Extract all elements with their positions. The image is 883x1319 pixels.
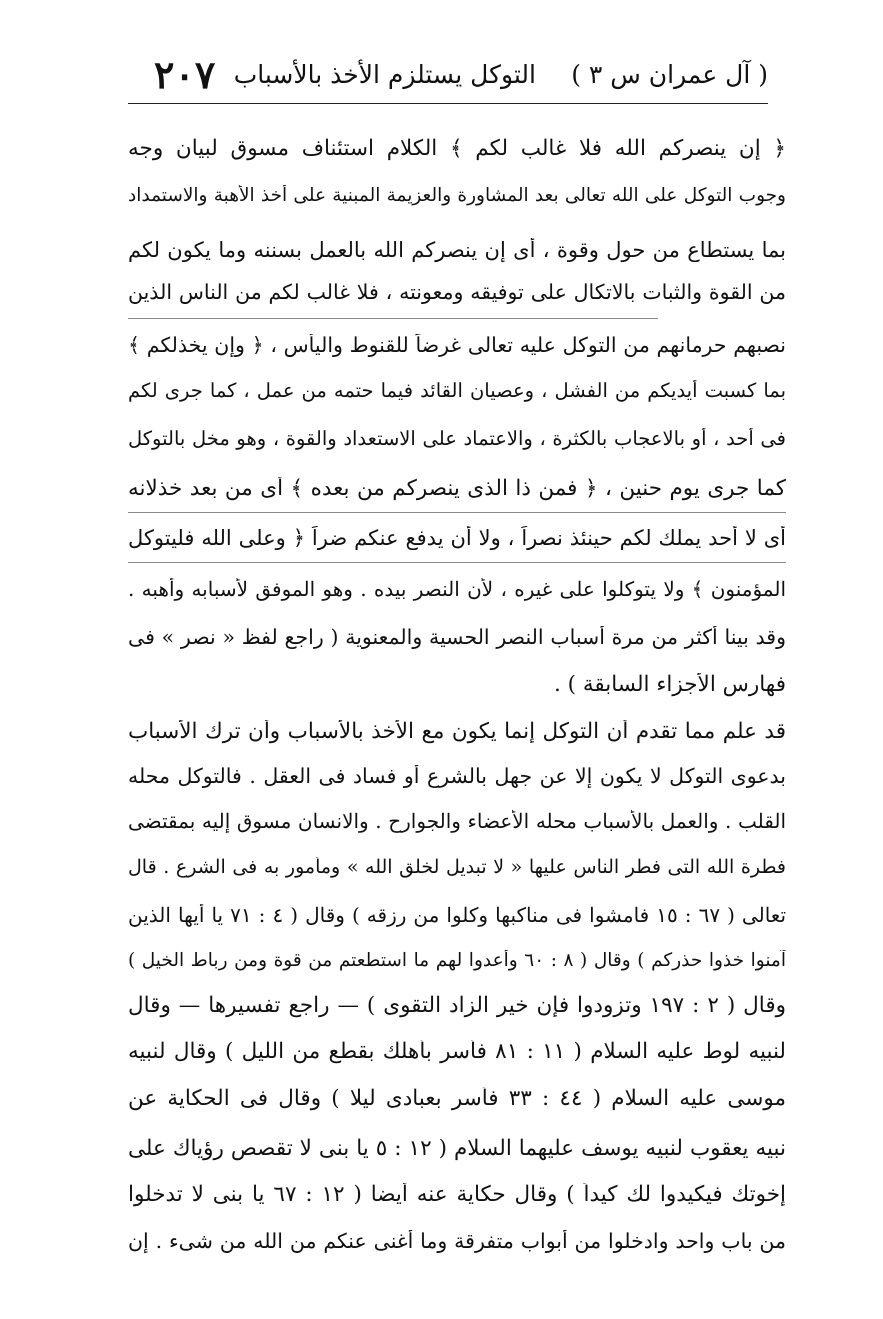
body-line: المؤمنون ﴾ ولا يتوكلوا على غيره ، لأن النصر بيده . وهو الموفق لأسبابه وأهبه . (128, 578, 786, 601)
page-number: ٢٠٧ (154, 52, 216, 97)
body-line: بما يستطاع من حول وقوة ، أى إن ينصركم الله بالعمل بسننه وما يكون لكم (128, 238, 786, 262)
body-line: فى أحد ، أو بالاعجاب بالكثرة ، والاعتماد على الاستعداد والقوة ، وهو مخل بالتوكل (128, 428, 786, 450)
body-line: فطرة الله التى فطر الناس عليها « لا تبديل لخلق الله » ومأمور به فى الشرع . قال (128, 857, 786, 878)
body-line: وقد بينا أكثر من مرة أسباب النصر الحسية والمعنوية ( راجع لفظ « نصر » فى (128, 626, 786, 649)
body-line: ﴿ إن ينصركم الله فلا غالب لكم ﴾ الكلام استئناف مسوق لبيان وجه (128, 137, 786, 161)
scan-fold-line (128, 562, 786, 563)
body-line: قد علم مما تقدم أن التوكل إنما يكون مع الأخذ بالأسباب وأن ترك الأسباب (128, 720, 786, 744)
body-line: بما كسبت أيديكم من الفشل ، وعصيان القائد فيما حتمه من عمل ، كما جرى لكم (128, 380, 786, 402)
page-header (128, 52, 768, 98)
body-line: موسى عليه السلام ( ٤٤ : ٣٣ فأسر بعبادى ليلا ) وقال فى الحكاية عن (128, 1087, 786, 1111)
scan-fold-line (128, 318, 658, 319)
body-line: وقال ( ٢ : ١٩٧ وتزودوا فإن خير الزاد التقوى ) — راجع تفسيرها — وقال (128, 994, 786, 1018)
sura-reference: ( آل عمران س ٣ ) (571, 60, 768, 89)
body-line: كما جرى يوم حنين ، ﴿ فمن ذا الذى ينصركم من بعده ﴾ أى من بعد خذلانه (128, 477, 786, 501)
body-line: القلب . والعمل بالأسباب محله الأعضاء والجوارح . والانسان مسوق إليه بمقتضى (128, 810, 786, 833)
body-line: وجوب التوكل على الله تعالى بعد المشاورة والعزيمة المبنية على أخذ الأهبة والاستمداد (128, 185, 786, 206)
body-line: من باب واحد وادخلوا من أبواب متفرقة وما أغنى عنكم من الله من شىء . إن (128, 1230, 786, 1253)
scan-fold-line (128, 512, 786, 513)
body-line: إخوتك فيكيدوا لك كيداً ) وقال حكاية عنه أيضا ( ١٢ : ٦٧ يا بنى لا تدخلوا (128, 1183, 786, 1207)
body-line: من القوة والثبات بالاتكال على توفيقه ومعونته ، فلا غالب لكم من الناس الذين (128, 281, 786, 304)
header-rule (128, 103, 768, 104)
body-line: نبيه يعقوب لنبيه يوسف عليهما السلام ( ١٢ : ٥ يا بنى لا تقصص رؤياك على (128, 1137, 786, 1161)
body-line: آمنوا خذوا حذركم ) وقال ( ٨ : ٦٠ وأعدوا لهم ما استطعتم من قوة ومن رباط الخيل ) (128, 950, 786, 971)
body-line: أى لا أحد يملك لكم حينئذ نصراً ، ولا أن يدفع عنكم ضراً ﴿ وعلى الله فليتوكل (128, 526, 786, 550)
body-line: فهارس الأجزاء السابقة ) . (553, 673, 786, 697)
body-line: بدعوى التوكل لا يكون إلا عن جهل بالشرع أو فساد فى العقل . فالتوكل محله (128, 765, 786, 788)
running-title: التوكل يستلزم الأخذ بالأسباب (233, 60, 536, 89)
body-line: نصبهم حرمانهم من التوكل عليه تعالى غرضاً للقنوط واليأس ، ﴿ وإن يخذلكم ﴾ (128, 334, 786, 357)
body-line: لنبيه لوط عليه السلام ( ١١ : ٨١ فأسر بأهلك بقطع من الليل ) وقال لنبيه (128, 1040, 786, 1064)
body-line: تعالى ( ٦٧ : ١٥ فامشوا فى مناكبها وكلوا من رزقه ) وقال ( ٤ : ٧١ يا أيها الذين (128, 904, 786, 927)
